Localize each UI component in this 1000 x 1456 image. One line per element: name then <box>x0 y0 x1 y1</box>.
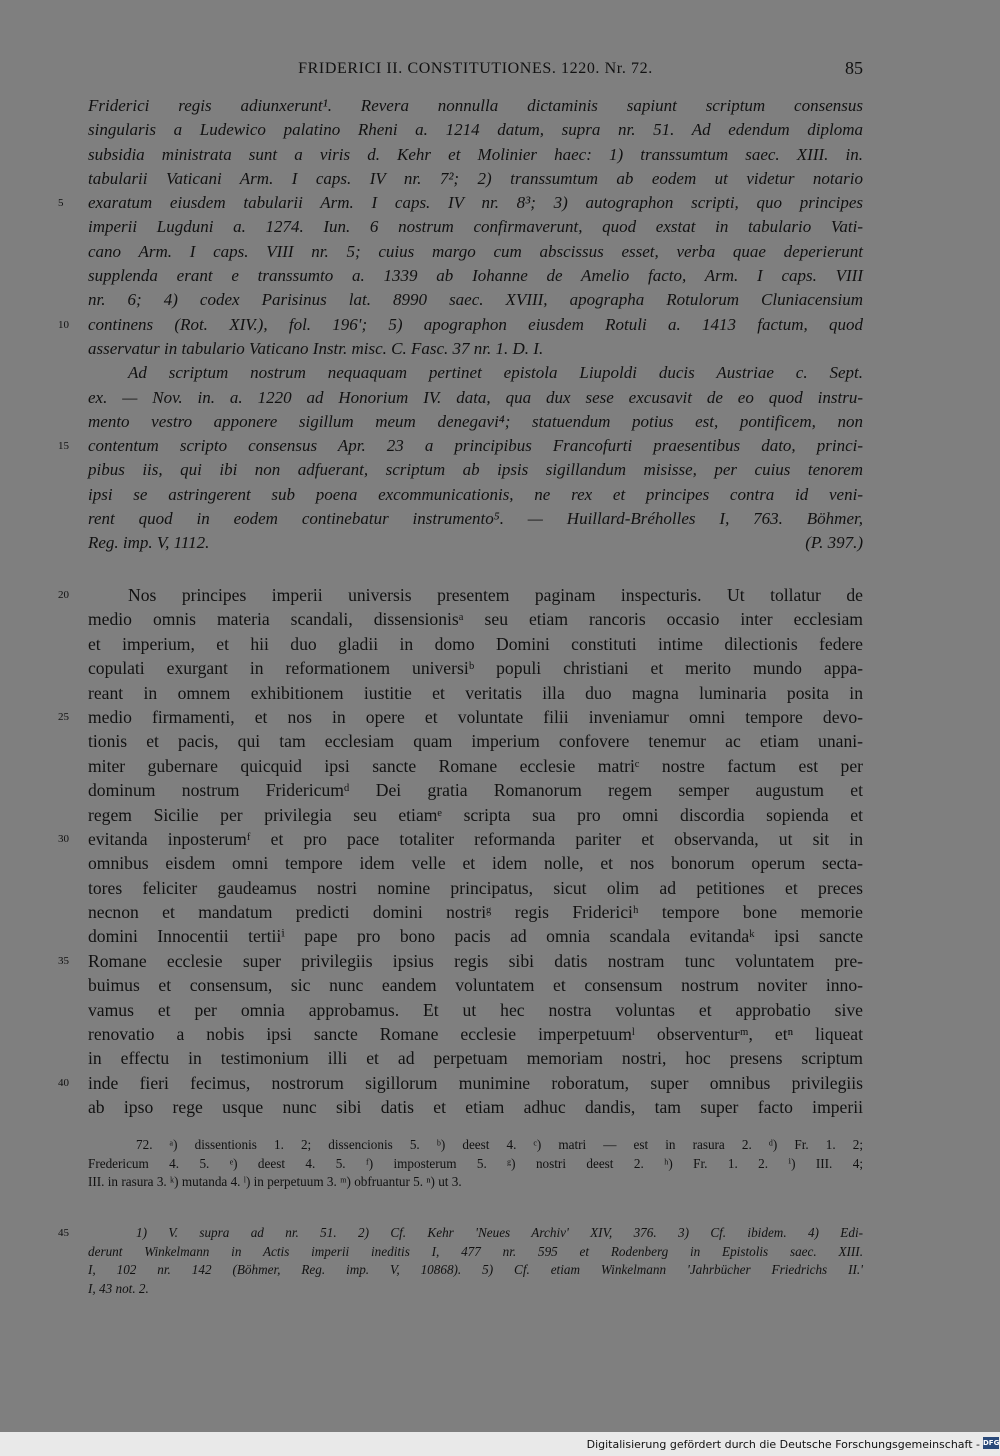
text-line: ipsi se astringerent sub poena excommunicationis, ne rex et principes contra id veni- <box>88 484 863 504</box>
text-line: regem Sicilie per privilegia seu etiamᵉ scripta sua pro omni discordia sopienda et <box>88 804 863 825</box>
line-number: 45 <box>58 1227 69 1239</box>
text-line: 10 continens (Rot. XIV.), fol. 196'; 5) apographon eiusdem Rotuli a. 1413 factum, quod <box>88 313 863 337</box>
text-line: medio omnis materia scandali, dissensionisᵃ seu etiam rancoris occasio inter ecclesiam <box>88 609 863 630</box>
text-line: 20 Nos principes imperii universis presentem paginam inspecturis. Ut tollatur de <box>88 583 863 607</box>
line-number: 30 <box>58 832 69 845</box>
text-line: pibus iis, qui ibi non adfuerant, scriptum ab ipsis sigillandum misisse, per cuius tenorem <box>88 460 863 480</box>
text-line: mento vestro apponere sigillum meum denegavi⁴; statuendum potius est, pontificem, non <box>88 411 863 431</box>
text-line: necnon et mandatum predicti domini nostriᵍ regis Fridericiʰ tempore bone memorie <box>88 902 863 923</box>
intro-references <box>88 531 863 555</box>
text-line: ex. — Nov. in. a. 1220 ad Honorium IV. data, qua dux sese excusavit de eo quod instru- <box>88 387 863 407</box>
text-line: cano Arm. I caps. VIII nr. 5; cuius margo cum abscissus esset, verba quae deperierunt <box>88 241 863 261</box>
potthast-reference: (P. 397.) <box>805 533 863 553</box>
text-line: copulati exurgant in reformationem universiᵇ populi christiani et merito mundo appa- <box>88 658 863 679</box>
text-line: domini Innocentii tertiiⁱ pape pro bono pacis ad omnia scandala evitandaᵏ ipsi sancte <box>88 926 863 947</box>
dfg-logo: DFG <box>983 1439 1000 1447</box>
line-number: 25 <box>58 710 69 723</box>
text-line: imperii Lugduni a. 1274. Iun. 6 nostrum confirmaverunt, quod exstat in tabulario Vati- <box>88 217 863 237</box>
line-number: 20 <box>58 589 69 601</box>
line-number: 15 <box>58 440 69 453</box>
text-line: reant in omnem exhibitionem iustitie et veritatis illa duo magna luminaria posita in <box>88 682 863 703</box>
text-line: renovatio a nobis ipsi sancte Romane ecclesie imperpetuumˡ observenturᵐ, etⁿ liqueat <box>88 1024 863 1045</box>
charter-text <box>58 583 863 1120</box>
text-line: et imperium, et hii duo gladii in domo Domini constituti intime dilectionis federe <box>88 633 863 654</box>
intro-paragraph <box>58 94 863 556</box>
note-line: 72. ᵃ) dissentionis 1. 2; dissencionis 5. ᵇ) deest 4. ᶜ) matri — est in rasura 2. ᵈ) Fr. 1. 2; <box>136 1137 863 1152</box>
text-line: subsidia ministrata sunt a viris d. Kehr et Molinier haec: 1) transsumtum saec. XIII. in. <box>88 144 863 164</box>
footnotes <box>58 1224 863 1298</box>
page-number: 85 <box>845 58 863 78</box>
text-line: 35 Romane ecclesie super privilegiis ipsius regis sibi datis nostram tunc voluntatem pre- <box>88 949 863 973</box>
footnote-line: 45 1) V. supra ad nr. 51. 2) Cf. Kehr 'Neues Archiv' XIV, 376. 3) Cf. ibidem. 4) Edi- <box>88 1224 863 1243</box>
text-line: Friderici regis adiunxerunt¹. Revera nonnulla dictaminis sapiunt scriptum consensus <box>88 96 863 115</box>
text-line: dominum nostrum Fridericumᵈ Dei gratia Romanorum regem semper augustum et <box>88 780 863 801</box>
text-line: 40 inde fieri fecimus, nostrorum sigillorum munimine roboratum, super omnibus privilegiis <box>88 1071 863 1095</box>
text-line: 5 exaratum eiusdem tabularii Arm. I caps. IV nr. 8³; 3) autographon scripti, quo principes <box>88 191 863 215</box>
text-line: rent quod in eodem continebatur instrumento⁵. — Huillard-Bréholles I, 763. Böhmer, <box>88 509 863 529</box>
footnote-line: derunt Winkelmann in Actis imperii ineditis I, 477 nr. 595 et Rodenberg in Epistolis saec. XIII. <box>88 1243 863 1259</box>
text-line: tores feliciter gaudeamus nostri nomine principatus, sicut olim ad petitiones et preces <box>88 877 863 898</box>
line-number: 35 <box>58 954 69 967</box>
funding-notice: Digitalisierung gefördert durch die Deutsche Forschungsgemeinschaft - <box>586 1438 980 1451</box>
footnote-line: I, 43 not. 2. <box>88 1280 149 1296</box>
text-line: asservatur in tabulario Vaticano Instr. misc. C. Fasc. 37 nr. 1. D. I. <box>88 338 544 358</box>
text-line: Ad scriptum nostrum nequaquam pertinet epistola Liupoldi ducis Austriae c. Sept. <box>128 363 863 383</box>
text-line: supplenda erant e transsumto a. 1339 ab Iohanne de Amelio facto, Arm. I caps. VIII <box>88 266 863 286</box>
regesta-reference: Reg. imp. V, 1112. <box>88 533 210 553</box>
text-line: miter gubernare quicquid ipsi sancte Romane ecclesie matriᶜ nostre factum est per <box>88 755 863 776</box>
text-line: tabularii Vaticani Arm. I caps. IV nr. 7²; 2) transsumtum ab eodem ut videtur notario <box>88 168 863 188</box>
text-line: ab ipso rege usque nunc sibi datis et etiam adhuc dandis, tam super facto imperii <box>88 1097 863 1118</box>
text-line: omnibus eisdem omni tempore idem velle et idem nolle, et nos bonorum operum secta- <box>88 853 863 874</box>
text-line: in effectu in testimonium illi et ad perpetuam memoriam nostri, hoc presens scriptum <box>88 1048 863 1069</box>
running-header <box>88 58 863 80</box>
footnote-line: I, 102 nr. 142 (Böhmer, Reg. imp. V, 10868). 5) Cf. etiam Winkelmann 'Jahrbücher Friedrichs II.' <box>88 1262 863 1277</box>
variant-notes <box>88 1136 863 1192</box>
header-title: FRIDERICI II. CONSTITUTIONES. 1220. Nr. 72. <box>298 60 653 77</box>
note-line: III. in rasura 3. ᵏ) mutanda 4. ˡ) in perpetuum 3. ᵐ) obfruantur 5. ⁿ) ut 3. <box>88 1174 462 1189</box>
line-number: 10 <box>58 318 69 331</box>
text-line: 25 medio firmamenti, et nos in opere et voluntate filii inveniamur omni tempore devo- <box>88 705 863 729</box>
text-line: vamus et per omnia approbamus. Et ut hec nostra voluntas et approbatio sive <box>88 999 863 1020</box>
note-line: Fredericum 4. 5. ᵉ) deest 4. 5. ᶠ) imposterum 5. ᵍ) nostri deest 2. ʰ) Fr. 1. 2. ⁱ) III. 4; <box>88 1155 863 1171</box>
text-line: 15 contentum scripto consensus Apr. 23 a principibus Francofurti praesentibus dato, princi- <box>88 434 863 458</box>
text-line: singularis a Ludewico palatino Rheni a. 1214 datum, supra nr. 51. Ad edendum diploma <box>88 120 863 140</box>
line-number: 40 <box>58 1076 69 1089</box>
line-number: 5 <box>58 197 64 210</box>
text-line: tionis et pacis, qui tam ecclesiam quam imperium confovere tenemur ac etiam unani- <box>88 731 863 752</box>
text-line: nr. 6; 4) codex Parisinus lat. 8990 saec. XVIII, apographa Rotulorum Cluniacensium <box>88 290 863 310</box>
text-line: buimus et consensum, sic nunc eandem voluntatem et consensum nostrum noviter inno- <box>88 975 863 996</box>
text-line: 30 evitanda inposterumᶠ et pro pace totaliter reformanda pariter et observanda, ut sit in <box>88 827 863 851</box>
